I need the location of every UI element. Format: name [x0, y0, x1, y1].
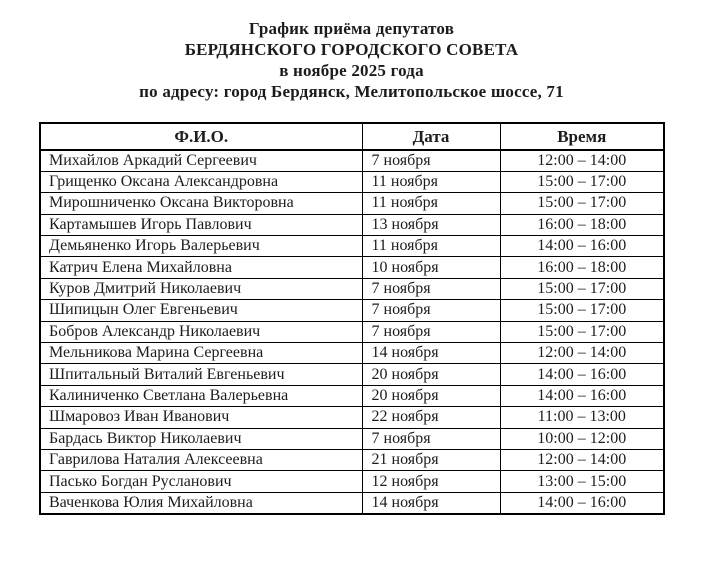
- cell-date: 7 ноября: [362, 428, 500, 449]
- table-row: [40, 407, 664, 428]
- table-body: [40, 150, 664, 514]
- title-line-4: по адресу: город Бердянск, Мелитопольское шоссе, 71: [139, 82, 564, 101]
- cell-name: Катрич Елена Михайловна: [40, 257, 362, 278]
- cell-date: 22 ноября: [362, 407, 500, 428]
- table-header: [40, 123, 664, 150]
- table-row: [40, 385, 664, 406]
- cell-name: Михайлов Аркадий Сергеевич: [40, 150, 362, 171]
- title-line-1: График приёма депутатов: [248, 19, 455, 38]
- cell-name: Мирошниченко Оксана Викторовна: [40, 193, 362, 214]
- cell-date: 11 ноября: [362, 236, 500, 257]
- table-row: [40, 300, 664, 321]
- table-row: [40, 343, 664, 364]
- document-title: [0, 18, 703, 102]
- table-row: [40, 492, 664, 513]
- cell-name: Шмаровоз Иван Иванович: [40, 407, 362, 428]
- cell-time: 16:00 – 18:00: [500, 257, 664, 278]
- cell-date: 12 ноября: [362, 471, 500, 492]
- cell-time: 12:00 – 14:00: [500, 449, 664, 470]
- title-line-3: в ноябре 2025 года: [279, 61, 424, 80]
- cell-time: 11:00 – 13:00: [500, 407, 664, 428]
- cell-time: 15:00 – 17:00: [500, 300, 664, 321]
- cell-name: Демьяненко Игорь Валерьевич: [40, 236, 362, 257]
- cell-date: 14 ноября: [362, 492, 500, 513]
- table-row: [40, 236, 664, 257]
- cell-name: Куров Дмитрий Николаевич: [40, 278, 362, 299]
- cell-name: Калиниченко Светлана Валерьевна: [40, 385, 362, 406]
- cell-time: 15:00 – 17:00: [500, 321, 664, 342]
- table-row: [40, 471, 664, 492]
- cell-name: Шпитальный Виталий Евгеньевич: [40, 364, 362, 385]
- table-header-row: [40, 123, 664, 150]
- cell-name: Ваченкова Юлия Михайловна: [40, 492, 362, 513]
- table-row: [40, 214, 664, 235]
- cell-date: 11 ноября: [362, 193, 500, 214]
- table-row: [40, 364, 664, 385]
- cell-name: Бардась Виктор Николаевич: [40, 428, 362, 449]
- cell-time: 13:00 – 15:00: [500, 471, 664, 492]
- cell-date: 14 ноября: [362, 343, 500, 364]
- cell-name: Бобров Александр Николаевич: [40, 321, 362, 342]
- cell-time: 15:00 – 17:00: [500, 278, 664, 299]
- cell-time: 14:00 – 16:00: [500, 236, 664, 257]
- cell-time: 10:00 – 12:00: [500, 428, 664, 449]
- cell-time: 12:00 – 14:00: [500, 150, 664, 171]
- table-row: [40, 171, 664, 192]
- cell-time: 15:00 – 17:00: [500, 171, 664, 192]
- cell-date: 21 ноября: [362, 449, 500, 470]
- table-row: [40, 150, 664, 171]
- cell-name: Грищенко Оксана Александровна: [40, 171, 362, 192]
- table-row: [40, 449, 664, 470]
- cell-time: 12:00 – 14:00: [500, 343, 664, 364]
- cell-time: 16:00 – 18:00: [500, 214, 664, 235]
- title-line-2: БЕРДЯНСКОГО ГОРОДСКОГО СОВЕТА: [184, 40, 519, 59]
- table-row: [40, 321, 664, 342]
- cell-date: 13 ноября: [362, 214, 500, 235]
- cell-time: 14:00 – 16:00: [500, 492, 664, 513]
- cell-name: Шипицын Олег Евгеньевич: [40, 300, 362, 321]
- cell-date: 7 ноября: [362, 300, 500, 321]
- table-row: [40, 257, 664, 278]
- cell-date: 20 ноября: [362, 385, 500, 406]
- cell-date: 10 ноября: [362, 257, 500, 278]
- cell-name: Пасько Богдан Русланович: [40, 471, 362, 492]
- cell-time: 15:00 – 17:00: [500, 193, 664, 214]
- column-header-date: Дата: [362, 123, 500, 150]
- column-header-time: Время: [500, 123, 664, 150]
- cell-date: 11 ноября: [362, 171, 500, 192]
- cell-date: 7 ноября: [362, 278, 500, 299]
- cell-time: 14:00 – 16:00: [500, 364, 664, 385]
- cell-date: 7 ноября: [362, 321, 500, 342]
- cell-time: 14:00 – 16:00: [500, 385, 664, 406]
- column-header-name: Ф.И.О.: [40, 123, 362, 150]
- table-row: [40, 428, 664, 449]
- cell-date: 20 ноября: [362, 364, 500, 385]
- cell-date: 7 ноября: [362, 150, 500, 171]
- table-row: [40, 278, 664, 299]
- cell-name: Мельникова Марина Сергеевна: [40, 343, 362, 364]
- table-row: [40, 193, 664, 214]
- cell-name: Картамышев Игорь Павлович: [40, 214, 362, 235]
- cell-name: Гаврилова Наталия Алексеевна: [40, 449, 362, 470]
- reception-schedule-table: [39, 122, 665, 515]
